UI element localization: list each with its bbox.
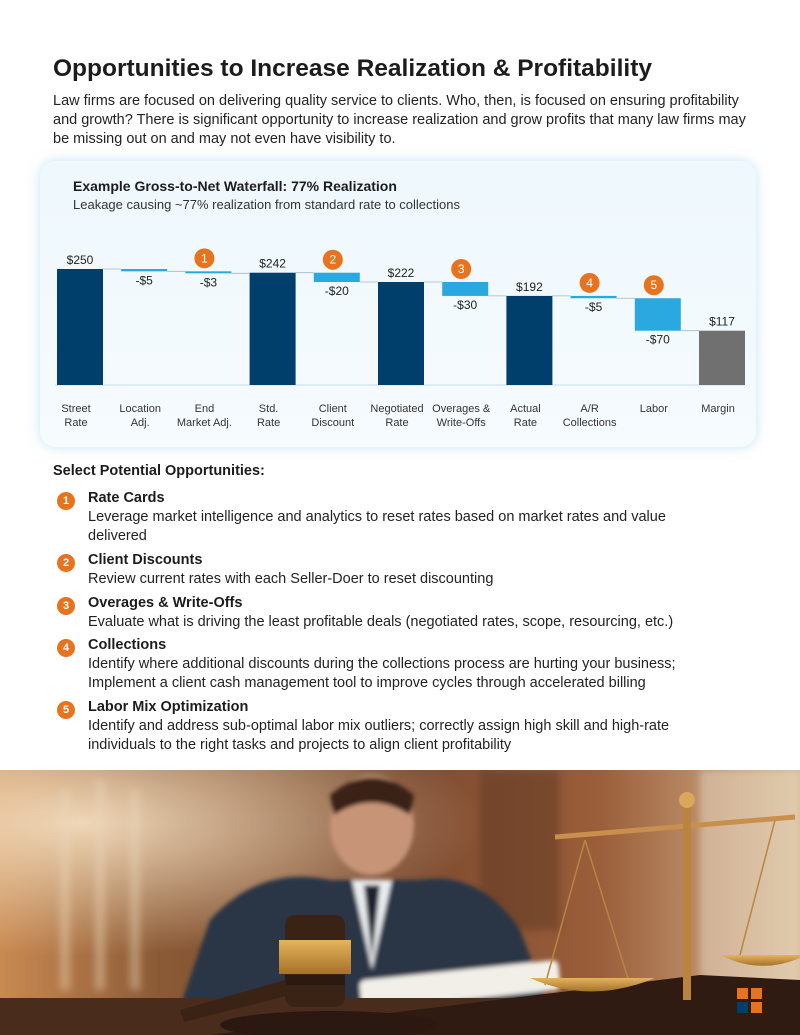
opportunity-title: Client Discounts [88,552,203,568]
category-label: Rate [385,417,409,429]
category-label: Client [318,403,347,415]
delta-bar [314,273,360,282]
opportunity-number-badge: 2 [57,554,75,572]
category-label: Discount [311,417,355,429]
delta-bar [442,282,488,296]
intro-paragraph: Law firms are focused on delivering quality service to clients. Who, then, is focused on ensuring profitability and growth? There is significant opportunity to increase realization and grow profits that many law firms may be missing out on and may not even have visibility to. [53,93,746,147]
waterfall-chart [0,0,800,460]
category-label: Write-Offs [436,417,486,429]
chart-subtitle: Leakage causing ~77% realization from standard rate to collections [73,197,460,212]
category-label: Overages & [432,403,491,415]
delta-bar [185,271,231,273]
category-label: Collections [562,417,617,429]
category-label: A/R [580,403,599,415]
data-label: $242 [259,256,286,271]
data-label: -$5 [135,273,153,288]
logo-square-navy-bottom-left [737,1002,748,1013]
opportunity-badge-number: 2 [329,252,337,267]
category-label: Std. [258,403,279,415]
company-logo [737,988,763,1014]
category-label: Rate [513,417,538,429]
total-bar [506,296,552,385]
page-title: Opportunities to Increase Realization & Profitability [53,55,652,82]
opportunity-badge-number: 1 [201,251,208,266]
logo-square-orange-top-right [751,988,762,999]
logo-square-orange-bottom-right [751,1002,762,1013]
data-label: -$5 [584,300,603,315]
data-label: -$20 [324,283,349,298]
opportunity-badge-number: 4 [586,275,593,290]
delta-bar [571,296,617,298]
opportunity-description: Leverage market intelligence and analytics to reset rates based on market rates and value delivered [88,509,666,544]
opportunity-title: Rate Cards [88,490,165,506]
data-label: -$3 [199,275,218,290]
opportunity-description: Evaluate what is driving the least profitable deals (negotiated rates, scope, resourcing, etc.) [88,614,674,630]
chart-title: Example Gross-to-Net Waterfall: 77% Realization [73,178,397,194]
total-bar [250,273,296,385]
delta-bar [635,298,681,330]
data-label: $250 [66,253,94,267]
opportunity-title: Labor Mix Optimization [88,699,249,715]
opportunity-title: Collections [88,637,167,653]
logo-square-orange-top-left [737,988,748,999]
opportunity-title: Overages & Write-Offs [88,595,243,611]
category-label: Margin [701,403,735,415]
category-label: Rate [256,417,281,429]
total-bar [57,269,103,385]
data-label: $192 [516,279,543,294]
data-label: -$70 [645,332,670,347]
opportunity-badge-number: 5 [650,278,658,293]
opportunity-description: Review current rates with each Seller-Doer to reset discounting [88,571,494,587]
opportunities-heading: Select Potential Opportunities: [53,463,265,479]
category-label: Adj. [130,417,150,429]
opportunity-badge-number: 3 [457,261,465,276]
opportunity-description: Identify where additional discounts during the collections process are hurting your business; Implement a client cash management tool to improve cycles through accelerated billing [88,656,676,691]
category-label: End [194,403,215,415]
data-label: $117 [709,314,735,329]
category-label: Street [61,403,91,415]
delta-bar [121,269,167,271]
opportunity-description: Identify and address sub-optimal labor mix outliers; correctly assign high skill and high-rate individuals to the right tasks and projects to align client profitability [88,718,670,753]
total-bar [378,282,424,385]
category-label: Actual [510,403,541,415]
data-label: -$30 [453,297,478,312]
margin-bar [699,331,745,385]
opportunity-number-badge: 3 [57,597,75,615]
category-label: Location [119,403,161,415]
category-label: Negotiated [370,403,424,415]
category-label: Labor [639,403,668,415]
data-label: $222 [387,265,415,280]
lawyer-gavel-scales-photo [0,770,800,1035]
opportunity-number-badge: 1 [57,492,75,510]
category-label: Rate [64,417,88,429]
opportunity-number-badge: 5 [57,701,75,719]
category-label: Market Adj. [176,417,232,429]
opportunity-number-badge: 4 [57,639,75,657]
